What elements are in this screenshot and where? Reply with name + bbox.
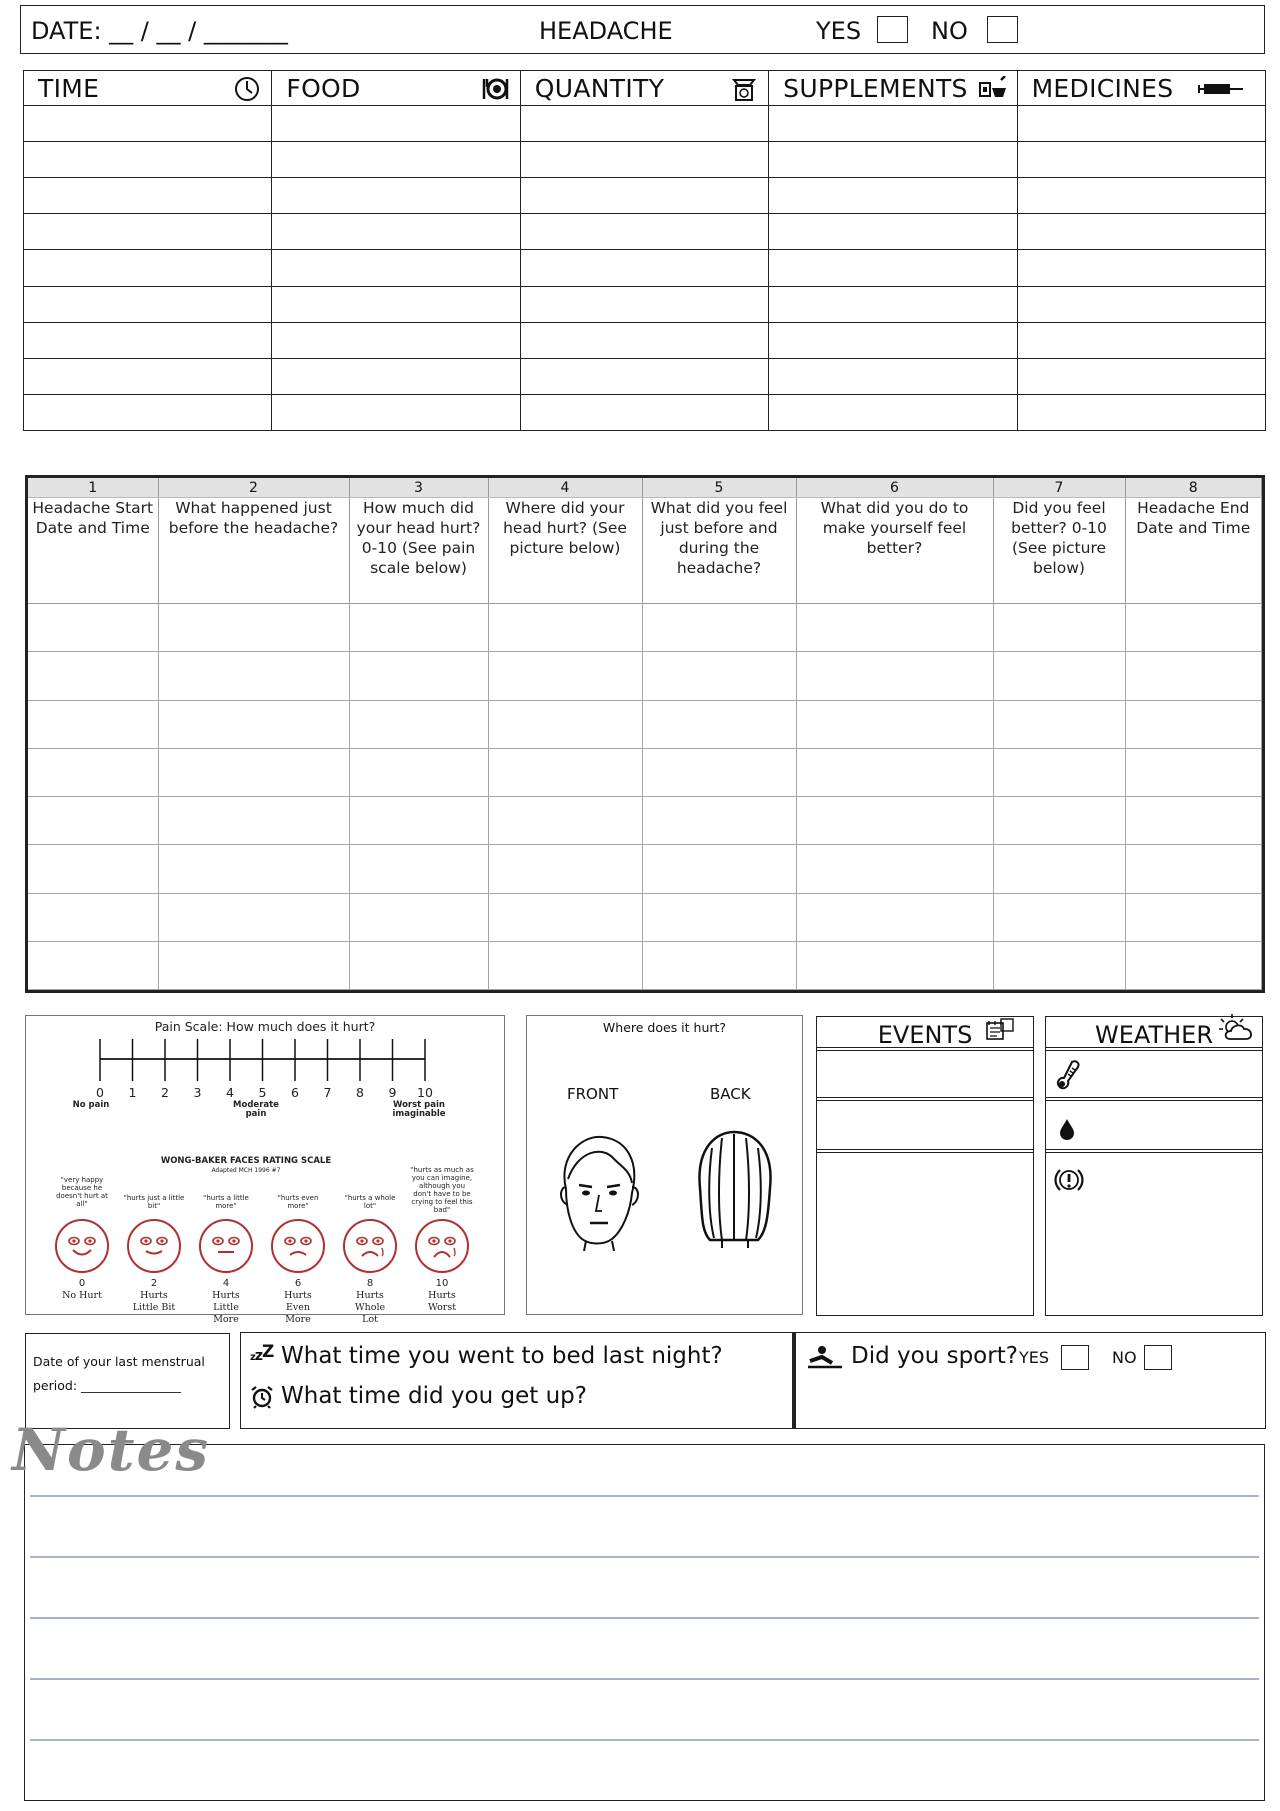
pain-face-quote: "hurts a little more" bbox=[203, 1194, 249, 1210]
headache-log-cell[interactable] bbox=[796, 845, 993, 893]
headache-log-cell[interactable] bbox=[349, 604, 488, 652]
headache-log-cell[interactable] bbox=[993, 893, 1125, 941]
food-log-cell[interactable] bbox=[24, 178, 272, 214]
date-field[interactable]: DATE: __ / __ / _______ bbox=[31, 17, 288, 45]
faces-scale-title: WONG-BAKER FACES RATING SCALE bbox=[160, 1156, 332, 1166]
column-time: TIME bbox=[24, 71, 272, 106]
headache-log-cell[interactable] bbox=[642, 941, 796, 989]
column-number: 7 bbox=[993, 478, 1125, 498]
headache-log-cell[interactable] bbox=[993, 700, 1125, 748]
column-number: 6 bbox=[796, 478, 993, 498]
headache-log-cell[interactable] bbox=[642, 845, 796, 893]
headache-log-cell[interactable] bbox=[796, 604, 993, 652]
food-log-cell[interactable] bbox=[520, 178, 768, 214]
front-head-drawing bbox=[552, 1131, 642, 1251]
pain-scale-title: Pain Scale: How much does it hurt? bbox=[154, 1019, 376, 1034]
pain-face-number: 2 bbox=[150, 1278, 158, 1289]
headache-log-cell[interactable] bbox=[488, 797, 642, 845]
alert-icon bbox=[1054, 1167, 1084, 1193]
food-log-cell[interactable] bbox=[272, 394, 520, 430]
pain-scale-tick-label: 9 bbox=[388, 1085, 397, 1100]
food-log-cell[interactable] bbox=[272, 214, 520, 250]
headache-log-cell[interactable] bbox=[1125, 604, 1262, 652]
pain-face-quote: "hurts just a little bit" bbox=[123, 1194, 185, 1210]
headache-log-cell[interactable] bbox=[28, 700, 158, 748]
clock-icon bbox=[233, 76, 261, 102]
food-log-cell[interactable] bbox=[272, 178, 520, 214]
pain-face-icon bbox=[272, 1220, 324, 1272]
sport-panel bbox=[793, 1332, 1266, 1429]
events-panel bbox=[816, 1016, 1034, 1316]
headache-log-cell[interactable] bbox=[349, 893, 488, 941]
headache-log-cell[interactable] bbox=[1125, 700, 1262, 748]
notes-line bbox=[30, 1739, 1259, 1741]
drop-icon bbox=[1058, 1117, 1076, 1141]
food-log-cell[interactable] bbox=[769, 394, 1017, 430]
headache-log-cell[interactable] bbox=[488, 700, 642, 748]
wakeup-question: What time did you get up? bbox=[281, 1383, 587, 1409]
pain-face-number: 0 bbox=[78, 1278, 86, 1289]
pain-face-quote: "hurts a whole lot" bbox=[344, 1194, 396, 1210]
pain-scale-tick-label: 2 bbox=[161, 1085, 169, 1100]
pain-scale-tick-label: 4 bbox=[226, 1085, 234, 1100]
worst-pain-label: Worst pain imaginable bbox=[392, 1100, 446, 1119]
headache-log-cell[interactable] bbox=[1125, 845, 1262, 893]
sport-question: Did you sport? bbox=[851, 1343, 1018, 1369]
headache-log-cell[interactable] bbox=[993, 797, 1125, 845]
headache-log-cell[interactable] bbox=[796, 700, 993, 748]
column-question: Did you feel better? 0-10 (See picture below) bbox=[993, 498, 1125, 604]
pain-scale-tick-label: 5 bbox=[258, 1085, 267, 1100]
notes-line bbox=[30, 1617, 1259, 1619]
column-medicines: MEDICINES bbox=[1017, 71, 1265, 106]
food-log-cell[interactable] bbox=[272, 322, 520, 358]
food-log-cell[interactable] bbox=[520, 106, 768, 142]
calendar-icon bbox=[985, 1017, 1015, 1043]
headache-log-cell[interactable] bbox=[158, 797, 349, 845]
syringe-icon bbox=[1197, 76, 1245, 102]
headache-log-cell[interactable] bbox=[349, 748, 488, 796]
headache-log-cell[interactable] bbox=[993, 652, 1125, 700]
weather-panel bbox=[1045, 1016, 1263, 1316]
food-log-cell[interactable] bbox=[520, 250, 768, 286]
headache-log-cell[interactable] bbox=[642, 604, 796, 652]
headache-log-cell[interactable] bbox=[28, 797, 158, 845]
pain-face-number: 4 bbox=[222, 1278, 230, 1289]
pain-face-number: 10 bbox=[435, 1278, 449, 1289]
column-number: 2 bbox=[158, 478, 349, 498]
sleep-icon: zzZ bbox=[250, 1342, 274, 1364]
food-log-cell[interactable] bbox=[24, 142, 272, 178]
headache-log-cell[interactable] bbox=[993, 748, 1125, 796]
headache-log-cell[interactable] bbox=[642, 797, 796, 845]
pain-scale-tick-label: 6 bbox=[291, 1085, 299, 1100]
food-log-cell[interactable] bbox=[24, 322, 272, 358]
food-log-cell[interactable] bbox=[1017, 250, 1265, 286]
notes-line bbox=[30, 1495, 1259, 1497]
column-question: Headache Start Date and Time bbox=[28, 498, 158, 604]
food-log-cell[interactable] bbox=[272, 358, 520, 394]
headache-log-cell[interactable] bbox=[349, 845, 488, 893]
food-log-cell[interactable] bbox=[769, 322, 1017, 358]
food-log-cell[interactable] bbox=[1017, 178, 1265, 214]
food-log-cell[interactable] bbox=[24, 358, 272, 394]
thermometer-icon bbox=[1054, 1059, 1086, 1091]
headache-log-cell[interactable] bbox=[28, 941, 158, 989]
pain-face-quote: "hurts as much as you can imagine, although you don't have to be crying to feel this bad" bbox=[410, 1166, 474, 1214]
headache-log-cell[interactable] bbox=[642, 748, 796, 796]
notes-line bbox=[30, 1678, 1259, 1680]
headache-log-cell[interactable] bbox=[349, 700, 488, 748]
faces-scale-subtitle: Adapted MCH 1996 #7 bbox=[211, 1167, 281, 1174]
headache-log-cell[interactable] bbox=[158, 941, 349, 989]
headache-log-cell[interactable] bbox=[158, 700, 349, 748]
headache-label: HEADACHE bbox=[539, 17, 673, 45]
headache-log-row bbox=[28, 797, 1262, 845]
pain-face-label: Hurts Whole Lot bbox=[354, 1290, 386, 1325]
headache-log-cell[interactable] bbox=[796, 652, 993, 700]
events-divider bbox=[817, 1097, 1033, 1101]
column-food: FOOD bbox=[272, 71, 520, 106]
food-log-cell[interactable] bbox=[1017, 214, 1265, 250]
headache-log-cell[interactable] bbox=[1125, 893, 1262, 941]
headache-log-cell[interactable] bbox=[28, 604, 158, 652]
where-hurt-panel bbox=[526, 1015, 803, 1315]
headache-log-cell[interactable] bbox=[488, 652, 642, 700]
sun-cloud-icon bbox=[1216, 1011, 1258, 1043]
food-log-cell[interactable] bbox=[769, 250, 1017, 286]
food-log-cell[interactable] bbox=[769, 106, 1017, 142]
headache-log-cell[interactable] bbox=[993, 941, 1125, 989]
food-log-row bbox=[24, 250, 1266, 286]
no-pain-label: No pain bbox=[72, 1100, 110, 1110]
pain-face-number: 6 bbox=[294, 1278, 302, 1289]
headache-log-cell[interactable] bbox=[488, 941, 642, 989]
sport-yes-checkbox[interactable] bbox=[1061, 1345, 1089, 1370]
food-log-cell[interactable] bbox=[272, 286, 520, 322]
pain-scale-tick-label: 3 bbox=[193, 1085, 202, 1100]
menstrual-panel bbox=[25, 1333, 230, 1429]
food-log-cell[interactable] bbox=[1017, 142, 1265, 178]
column-number: 8 bbox=[1125, 478, 1262, 498]
food-log-row bbox=[24, 394, 1266, 430]
headache-yes-checkbox[interactable] bbox=[877, 16, 908, 43]
food-log-cell[interactable] bbox=[1017, 286, 1265, 322]
food-log-row bbox=[24, 322, 1266, 358]
food-log-row bbox=[24, 142, 1266, 178]
headache-log-cell[interactable] bbox=[642, 652, 796, 700]
menstrual-period-field[interactable]: period: ________________ bbox=[33, 1378, 182, 1393]
pain-face-label: Hurts Even More bbox=[284, 1290, 312, 1325]
headache-no-label: NO bbox=[931, 17, 968, 45]
back-head-drawing bbox=[692, 1128, 777, 1248]
headache-log-cell[interactable] bbox=[488, 604, 642, 652]
headache-no-checkbox[interactable] bbox=[987, 16, 1018, 43]
headache-log-row bbox=[28, 604, 1262, 652]
column-supplements: SUPPLEMENTS bbox=[769, 71, 1017, 106]
weather-title: WEATHER bbox=[1095, 1021, 1213, 1049]
headache-log-cell[interactable] bbox=[28, 652, 158, 700]
headache-log-table bbox=[25, 475, 1265, 993]
front-label: FRONT bbox=[567, 1085, 619, 1103]
header-bar bbox=[20, 5, 1265, 54]
scale-icon bbox=[730, 76, 758, 102]
food-log-cell[interactable] bbox=[769, 286, 1017, 322]
back-label: BACK bbox=[710, 1085, 751, 1103]
headache-log-cell[interactable] bbox=[796, 941, 993, 989]
food-log-row bbox=[24, 106, 1266, 142]
headache-log-cell[interactable] bbox=[349, 941, 488, 989]
food-log-cell[interactable] bbox=[520, 394, 768, 430]
bedtime-question: What time you went to bed last night? bbox=[281, 1343, 723, 1369]
pain-face-icon bbox=[416, 1220, 468, 1272]
mortar-icon bbox=[979, 76, 1007, 102]
headache-log-cell[interactable] bbox=[158, 845, 349, 893]
food-log-row bbox=[24, 178, 1266, 214]
headache-log-row bbox=[28, 893, 1262, 941]
weather-divider bbox=[1046, 1149, 1262, 1153]
moderate-pain-label: Moderate pain bbox=[233, 1100, 279, 1119]
column-number: 1 bbox=[28, 478, 158, 498]
food-log-table bbox=[23, 70, 1266, 431]
pain-face-icon bbox=[128, 1220, 180, 1272]
column-question: Headache End Date and Time bbox=[1125, 498, 1262, 604]
headache-log-cell[interactable] bbox=[28, 845, 158, 893]
headache-log-cell[interactable] bbox=[1125, 748, 1262, 796]
pain-scale-panel bbox=[25, 1015, 505, 1325]
column-question: What happened just before the headache? bbox=[158, 498, 349, 604]
food-log-row bbox=[24, 286, 1266, 322]
column-quantity: QUANTITY bbox=[520, 71, 768, 106]
sport-no-checkbox[interactable] bbox=[1144, 1345, 1172, 1370]
exercise-icon bbox=[808, 1345, 842, 1369]
pain-face-label: Hurts Little More bbox=[212, 1290, 240, 1325]
headache-yes-label: YES bbox=[816, 17, 862, 45]
food-log-row bbox=[24, 358, 1266, 394]
pain-face-icon bbox=[344, 1220, 396, 1272]
pain-scale-tick-label: 0 bbox=[96, 1085, 104, 1100]
pain-face-icon bbox=[200, 1220, 252, 1272]
notes-title: Notes bbox=[12, 1416, 211, 1484]
headache-log-cell[interactable] bbox=[349, 652, 488, 700]
events-title: EVENTS bbox=[877, 1021, 973, 1049]
food-log-cell[interactable] bbox=[272, 142, 520, 178]
alarm-clock-icon bbox=[250, 1385, 274, 1409]
headache-log-cell[interactable] bbox=[488, 845, 642, 893]
headache-log-cell[interactable] bbox=[488, 893, 642, 941]
column-question: What did you do to make yourself feel better? bbox=[796, 498, 993, 604]
food-log-cell[interactable] bbox=[520, 322, 768, 358]
headache-log-cell[interactable] bbox=[158, 893, 349, 941]
food-log-cell[interactable] bbox=[520, 142, 768, 178]
notes-line bbox=[30, 1556, 1259, 1558]
pain-face-quote: "hurts even more" bbox=[277, 1194, 319, 1210]
column-number: 5 bbox=[642, 478, 796, 498]
headache-log-row bbox=[28, 652, 1262, 700]
headache-log-cell[interactable] bbox=[642, 700, 796, 748]
food-log-cell[interactable] bbox=[24, 106, 272, 142]
headache-log-cell[interactable] bbox=[158, 748, 349, 796]
headache-log-cell[interactable] bbox=[28, 893, 158, 941]
sport-yes-label: YES bbox=[1019, 1348, 1050, 1367]
food-log-cell[interactable] bbox=[1017, 322, 1265, 358]
food-log-cell[interactable] bbox=[769, 214, 1017, 250]
column-question: Where did your head hurt? (See picture below) bbox=[488, 498, 642, 604]
headache-log-cell[interactable] bbox=[642, 893, 796, 941]
food-log-cell[interactable] bbox=[520, 286, 768, 322]
events-divider bbox=[817, 1149, 1033, 1153]
food-log-cell[interactable] bbox=[24, 250, 272, 286]
headache-log-cell[interactable] bbox=[993, 604, 1125, 652]
food-log-cell[interactable] bbox=[272, 250, 520, 286]
headache-log-cell[interactable] bbox=[1125, 797, 1262, 845]
headache-log-cell[interactable] bbox=[993, 845, 1125, 893]
headache-log-row bbox=[28, 748, 1262, 796]
headache-log-cell[interactable] bbox=[1125, 941, 1262, 989]
pain-scale-tick-label: 8 bbox=[356, 1085, 364, 1100]
sleep-panel bbox=[240, 1332, 793, 1429]
food-log-cell[interactable] bbox=[769, 178, 1017, 214]
headache-log-cell[interactable] bbox=[488, 748, 642, 796]
headache-log-cell[interactable] bbox=[1125, 652, 1262, 700]
sport-no-label: NO bbox=[1112, 1348, 1137, 1367]
pain-scale-tick-label: 10 bbox=[417, 1085, 433, 1100]
food-log-cell[interactable] bbox=[769, 142, 1017, 178]
food-log-cell[interactable] bbox=[1017, 394, 1265, 430]
food-log-cell[interactable] bbox=[24, 286, 272, 322]
headache-log-cell[interactable] bbox=[796, 893, 993, 941]
food-log-cell[interactable] bbox=[520, 214, 768, 250]
headache-log-cell[interactable] bbox=[796, 797, 993, 845]
food-log-cell[interactable] bbox=[24, 394, 272, 430]
headache-log-cell[interactable] bbox=[796, 748, 993, 796]
pain-scale-tick-label: 1 bbox=[128, 1085, 137, 1100]
menstrual-label: Date of your last menstrual bbox=[33, 1354, 205, 1369]
food-log-cell[interactable] bbox=[1017, 106, 1265, 142]
pain-face-quote: "very happy because he doesn't hurt at all" bbox=[56, 1176, 108, 1208]
headache-log-row bbox=[28, 941, 1262, 989]
where-hurt-title: Where does it hurt? bbox=[602, 1020, 727, 1035]
pain-scale-tick-label: 7 bbox=[323, 1085, 332, 1100]
headache-log-cell[interactable] bbox=[158, 652, 349, 700]
food-log-cell[interactable] bbox=[520, 358, 768, 394]
notes-area[interactable] bbox=[24, 1444, 1265, 1801]
headache-log-row bbox=[28, 845, 1262, 893]
headache-log-cell[interactable] bbox=[28, 748, 158, 796]
weather-divider bbox=[1046, 1097, 1262, 1101]
pain-face-label: Hurts Little Bit bbox=[132, 1290, 176, 1313]
food-log-cell[interactable] bbox=[272, 106, 520, 142]
pain-face-label: Hurts Worst bbox=[427, 1290, 457, 1313]
food-log-row bbox=[24, 214, 1266, 250]
pain-face-label: No Hurt bbox=[62, 1290, 102, 1301]
headache-log-row bbox=[28, 700, 1262, 748]
plate-icon bbox=[482, 76, 510, 102]
headache-log-cell[interactable] bbox=[349, 797, 488, 845]
food-log-cell[interactable] bbox=[769, 358, 1017, 394]
column-number: 4 bbox=[488, 478, 642, 498]
food-log-cell[interactable] bbox=[24, 214, 272, 250]
pain-face-number: 8 bbox=[366, 1278, 374, 1289]
pain-face-icon bbox=[56, 1220, 108, 1272]
column-question: How much did your head hurt? 0-10 (See pain scale below) bbox=[349, 498, 488, 604]
column-number: 3 bbox=[349, 478, 488, 498]
headache-log-cell[interactable] bbox=[158, 604, 349, 652]
food-log-cell[interactable] bbox=[1017, 358, 1265, 394]
column-question: What did you feel just before and during the headache? bbox=[642, 498, 796, 604]
